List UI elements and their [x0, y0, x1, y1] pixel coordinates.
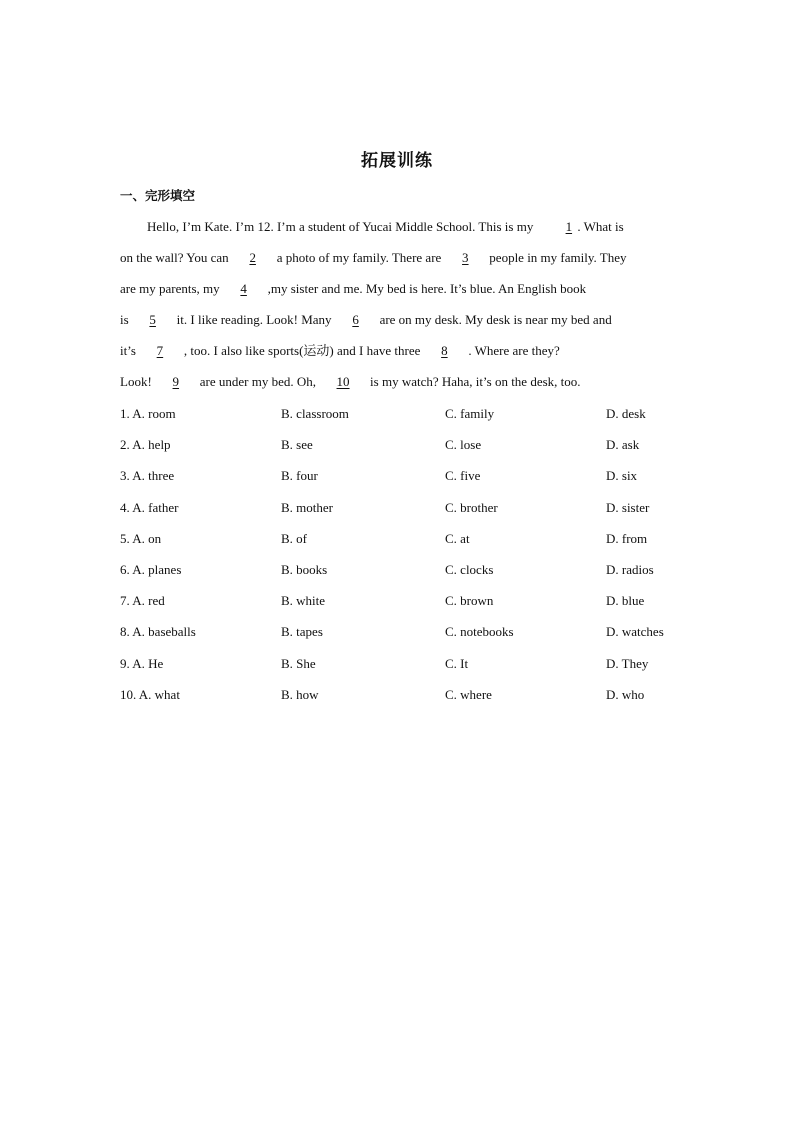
- passage-text: are under my bed. Oh,: [199, 374, 317, 389]
- passage-text: it’s: [120, 343, 136, 358]
- option-a[interactable]: 10. A. what: [120, 686, 180, 702]
- option-row: [120, 621, 700, 652]
- option-row: [120, 403, 700, 434]
- blank-9[interactable]: 9: [172, 374, 180, 389]
- option-row: [120, 653, 700, 684]
- passage-text: , too. I also like sports(运动) and I have three: [183, 343, 421, 358]
- passage-text: ,my sister and me. My bed is here. It’s blue. An English book: [267, 281, 587, 296]
- cloze-passage: [120, 216, 680, 402]
- option-d[interactable]: D. from: [606, 530, 648, 546]
- option-c[interactable]: C. clocks: [445, 561, 494, 577]
- option-c[interactable]: C. notebooks: [445, 624, 514, 640]
- option-row: [120, 684, 700, 715]
- option-d[interactable]: D. radios: [606, 561, 654, 577]
- blank-7[interactable]: 7: [156, 343, 164, 358]
- passage-text: . Where are they?: [468, 343, 560, 358]
- blank-1[interactable]: 1: [565, 219, 573, 234]
- option-row: [120, 590, 700, 621]
- option-d[interactable]: D. who: [606, 686, 645, 702]
- passage-line: [120, 247, 680, 278]
- passage-line: [120, 371, 680, 402]
- option-b[interactable]: B. white: [281, 593, 326, 609]
- option-c[interactable]: C. It: [445, 655, 469, 671]
- option-b[interactable]: B. of: [281, 530, 307, 546]
- option-d[interactable]: D. sister: [606, 499, 650, 515]
- blank-4[interactable]: 4: [240, 281, 247, 296]
- answer-options: [120, 403, 700, 715]
- option-a[interactable]: 7. A. red: [120, 593, 165, 609]
- passage-line: [120, 216, 680, 247]
- option-c[interactable]: C. at: [445, 530, 470, 546]
- option-b[interactable]: B. see: [281, 437, 313, 453]
- blank-3[interactable]: 3: [462, 250, 469, 265]
- passage-line: [120, 309, 680, 340]
- passage-text: are my parents, my: [120, 281, 220, 296]
- passage-line: [120, 340, 680, 371]
- passage-text: people in my family. They: [489, 250, 627, 265]
- option-b[interactable]: B. four: [281, 468, 318, 484]
- option-a[interactable]: 3. A. three: [120, 468, 175, 484]
- passage-text: on the wall? You can: [120, 250, 229, 265]
- option-a[interactable]: 1. A. room: [120, 406, 176, 421]
- option-d[interactable]: D. desk: [606, 406, 646, 421]
- option-a[interactable]: 9. A. He: [120, 655, 164, 671]
- passage-line: [120, 278, 680, 309]
- passage-text: it. I like reading. Look! Many: [176, 312, 332, 327]
- blank-10[interactable]: 10: [336, 374, 350, 389]
- option-a[interactable]: 5. A. on: [120, 530, 162, 546]
- option-d[interactable]: D. six: [606, 468, 638, 484]
- option-row: [120, 528, 700, 559]
- option-c[interactable]: C. brother: [445, 499, 498, 515]
- blank-6[interactable]: 6: [352, 312, 359, 327]
- option-b[interactable]: B. tapes: [281, 624, 323, 640]
- option-a[interactable]: 2. A. help: [120, 437, 171, 453]
- option-d[interactable]: D. watches: [606, 624, 664, 640]
- option-b[interactable]: B. She: [281, 655, 316, 671]
- option-a[interactable]: 8. A. baseballs: [120, 624, 196, 640]
- option-b[interactable]: B. books: [281, 561, 328, 577]
- passage-text: is: [120, 312, 129, 327]
- option-c[interactable]: C. five: [445, 468, 481, 484]
- option-c[interactable]: C. where: [445, 686, 492, 702]
- option-c[interactable]: C. brown: [445, 593, 494, 609]
- blank-2[interactable]: 2: [249, 250, 256, 265]
- option-row: [120, 434, 700, 465]
- option-b[interactable]: B. how: [281, 686, 319, 702]
- option-b[interactable]: B. classroom: [281, 406, 349, 421]
- option-c[interactable]: C. family: [445, 406, 495, 421]
- option-a[interactable]: 6. A. planes: [120, 561, 182, 577]
- option-b[interactable]: B. mother: [281, 499, 333, 515]
- passage-text: a photo of my family. There are: [276, 250, 442, 265]
- option-d[interactable]: D. ask: [606, 437, 640, 453]
- passage-text: . What is: [577, 219, 624, 234]
- option-row: [120, 497, 700, 528]
- section-heading: 一、完形填空: [120, 188, 196, 203]
- option-d[interactable]: D. blue: [606, 593, 645, 609]
- option-c[interactable]: C. lose: [445, 437, 482, 453]
- blank-8[interactable]: 8: [441, 343, 448, 358]
- passage-text: is my watch? Haha, it’s on the desk, too.: [370, 374, 581, 389]
- option-row: [120, 559, 700, 590]
- option-row: [120, 465, 700, 496]
- passage-text: Look!: [120, 374, 152, 389]
- option-d[interactable]: D. They: [606, 655, 649, 671]
- option-a[interactable]: 4. A. father: [120, 499, 179, 515]
- page-title: 拓展训练: [361, 151, 433, 171]
- passage-text: Hello, I’m Kate. I’m 12. I’m a student of Yucai Middle School. This is my: [147, 219, 534, 234]
- blank-5[interactable]: 5: [149, 312, 156, 327]
- passage-text: are on my desk. My desk is near my bed and: [379, 312, 612, 327]
